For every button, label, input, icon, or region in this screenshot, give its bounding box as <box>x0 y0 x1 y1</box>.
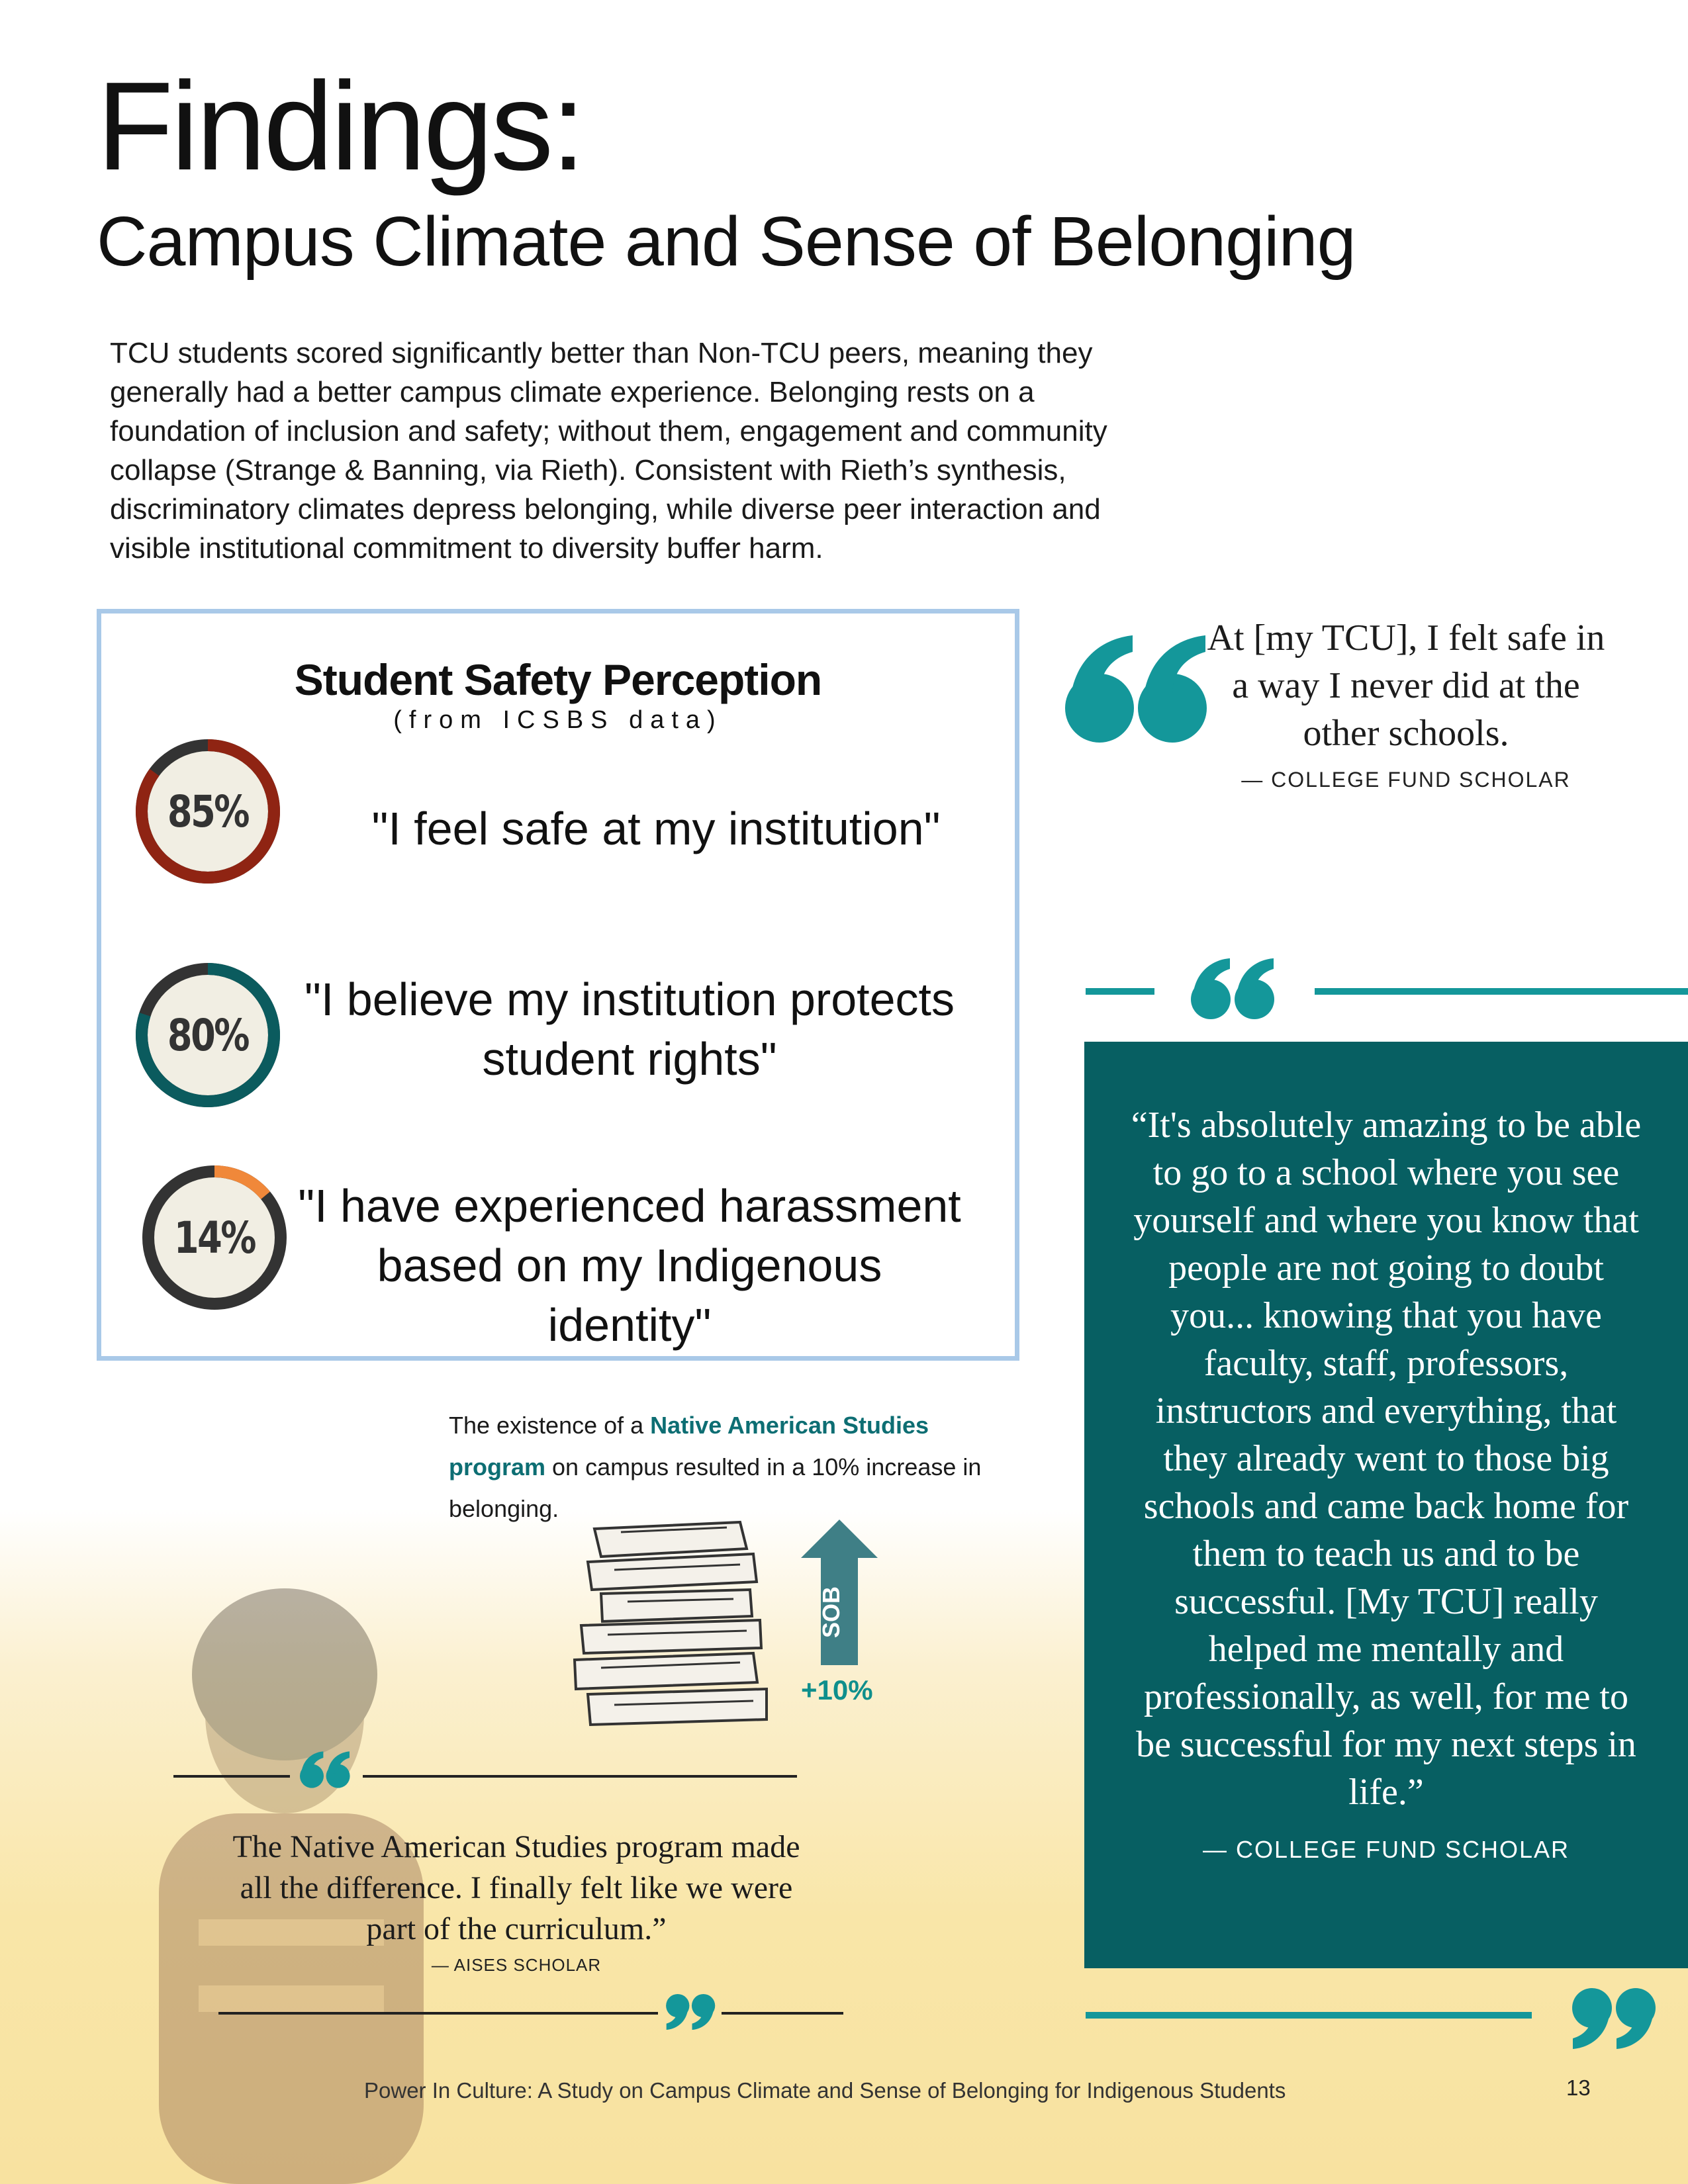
nas-text-before: The existence of a <box>449 1412 651 1439</box>
stat-statement: "I believe my institution protects student rights" <box>305 974 955 1085</box>
stat-percent: 14% <box>173 1212 256 1263</box>
open-quote-icon <box>1063 629 1215 748</box>
stat-percent: 85% <box>167 786 249 837</box>
close-quote-icon <box>663 1992 716 2032</box>
nas-text-after: on campus resulted in a 10% increase in belonging. <box>449 1453 982 1522</box>
featured-quote-attribution: — COLLEGE FUND SCHOLAR <box>1202 1836 1570 1863</box>
open-quote-icon <box>1189 956 1279 1022</box>
footer-title: Power In Culture: A Study on Campus Climate and Sense of Belonging for Indigenous Students <box>364 2078 1286 2103</box>
stat-statement: "I have experienced harassment based on my Indigenous identity" <box>298 1180 961 1351</box>
close-quote-icon <box>1565 1985 1658 2052</box>
intro-paragraph: TCU students scored significantly better than Non-TCU peers, meaning they generally had a better campus climate experience. Belonging rests on a foundation of inclusion and safety; without them, engagement and community collapse (Strange & Banning, via Rieth). Consistent with Rieth’s synthesis, discriminatory climates depress belonging, while diverse peer interaction and visible institutional commitment to diversity buffer harm. <box>110 337 1107 565</box>
safety-panel-source: (from ICSBS data) <box>393 706 723 734</box>
quote-divider <box>1086 2012 1532 2019</box>
quote-divider <box>722 2012 843 2015</box>
safety-perception-panel <box>97 609 1019 1361</box>
quote-divider <box>1086 988 1154 995</box>
book-stack-icon <box>568 1509 780 1734</box>
stat-percent: 80% <box>167 1009 249 1061</box>
stat-statement: "I feel safe at my institution" <box>371 803 941 854</box>
nas-highlight: Native American Studies program <box>449 1412 929 1480</box>
quote-divider <box>173 1775 290 1778</box>
page-subtitle: Campus Climate and Sense of Belonging <box>97 203 1356 281</box>
nas-quote-attribution: — AISES SCHOLAR <box>431 1955 602 1975</box>
nas-quote-text: The Native American Studies program made all the difference. I finally felt like we were part of the curriculum.” <box>232 1829 800 1946</box>
page-title: Findings: <box>97 56 583 197</box>
increase-arrow-icon <box>800 1520 879 1665</box>
arrow-label: SOB <box>818 1586 845 1639</box>
featured-quote-text: “It's absolutely amazing to be able to go to a school where you see yourself and where you know that people are not going to doubt you... knowing that you have faculty, staff, professors, instructors and everything, that they already went to those big schools and came back home for them to teach us and to be successful. [My TCU] really helped me mentally and professionally, as well, for me to be successful for my next steps in life.” <box>1131 1105 1642 1813</box>
featured-quote-panel <box>1084 1042 1688 1968</box>
quote-safe-text: At [my TCU], I felt safe in a way I never did at the other schools. <box>1207 617 1605 754</box>
quote-divider <box>218 2012 658 2015</box>
quote-divider <box>1315 988 1688 995</box>
open-quote-icon <box>298 1750 353 1790</box>
safety-panel-title: Student Safety Perception <box>294 655 822 704</box>
page-number: 13 <box>1566 2075 1591 2100</box>
quote-divider <box>363 1775 797 1778</box>
belonging-increase: +10% <box>801 1674 873 1706</box>
quote-safe-attribution: — COLLEGE FUND SCHOLAR <box>1241 768 1571 792</box>
